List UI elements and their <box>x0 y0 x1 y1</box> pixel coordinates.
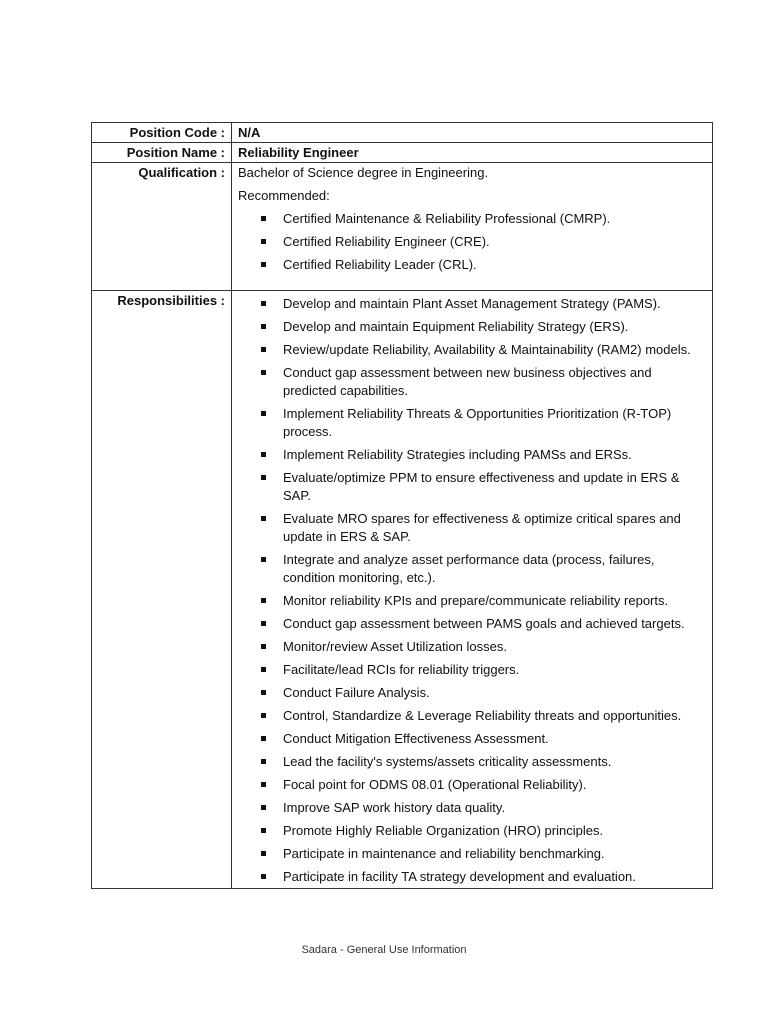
position-name-row <box>92 143 713 163</box>
list-item: Participate in maintenance and reliability benchmarking. <box>238 845 706 863</box>
list-item: Promote Highly Reliable Organization (HRO) principles. <box>238 822 706 840</box>
list-item: Certified Reliability Leader (CRL). <box>238 256 706 274</box>
qualification-degree: Bachelor of Science degree in Engineering. <box>238 165 489 180</box>
qualification-value <box>232 163 713 291</box>
job-description-table <box>91 122 713 889</box>
list-item: Evaluate/optimize PPM to ensure effectiveness and update in ERS & SAP. <box>238 469 706 505</box>
list-item: Control, Standardize & Leverage Reliability threats and opportunities. <box>238 707 706 725</box>
position-code-value: N/A <box>232 123 713 143</box>
list-item: Improve SAP work history data quality. <box>238 799 706 817</box>
list-item: Develop and maintain Equipment Reliability Strategy (ERS). <box>238 318 706 336</box>
position-code-label: Position Code : <box>92 123 232 143</box>
list-item: Conduct gap assessment between PAMS goals and achieved targets. <box>238 615 706 633</box>
recommended-label: Recommended: <box>238 188 330 203</box>
list-item: Integrate and analyze asset performance data (process, failures, condition monitoring, etc.). <box>238 551 706 587</box>
responsibilities-label: Responsibilities : <box>92 291 232 889</box>
list-item: Conduct Mitigation Effectiveness Assessment. <box>238 730 706 748</box>
responsibilities-value <box>232 291 713 889</box>
position-code-row <box>92 123 713 143</box>
list-item: Certified Maintenance & Reliability Professional (CMRP). <box>238 210 706 228</box>
list-item: Certified Reliability Engineer (CRE). <box>238 233 706 251</box>
responsibilities-row <box>92 291 713 889</box>
qualification-row <box>92 163 713 291</box>
list-item: Conduct gap assessment between new business objectives and predicted capabilities. <box>238 364 706 400</box>
list-item: Conduct Failure Analysis. <box>238 684 706 702</box>
list-item: Lead the facility's systems/assets criticality assessments. <box>238 753 706 771</box>
responsibilities-list <box>238 295 706 886</box>
qualification-label: Qualification : <box>92 163 232 291</box>
list-item: Participate in facility TA strategy development and evaluation. <box>238 868 706 886</box>
footer-classification: Sadara - General Use Information <box>301 944 467 956</box>
list-item: Develop and maintain Plant Asset Management Strategy (PAMS). <box>238 295 706 313</box>
list-item: Review/update Reliability, Availability & Maintainability (RAM2) models. <box>238 341 706 359</box>
list-item: Monitor reliability KPIs and prepare/communicate reliability reports. <box>238 592 706 610</box>
list-item: Monitor/review Asset Utilization losses. <box>238 638 706 656</box>
recommended-list <box>238 210 706 274</box>
list-item: Facilitate/lead RCIs for reliability triggers. <box>238 661 706 679</box>
list-item: Implement Reliability Threats & Opportunities Prioritization (R-TOP) process. <box>238 405 706 441</box>
position-name-value: Reliability Engineer <box>232 143 713 163</box>
position-name-label: Position Name : <box>92 143 232 163</box>
list-item: Focal point for ODMS 08.01 (Operational Reliability). <box>238 776 706 794</box>
list-item: Evaluate MRO spares for effectiveness & optimize critical spares and update in ERS & SAP. <box>238 510 706 546</box>
list-item: Implement Reliability Strategies including PAMSs and ERSs. <box>238 446 706 464</box>
